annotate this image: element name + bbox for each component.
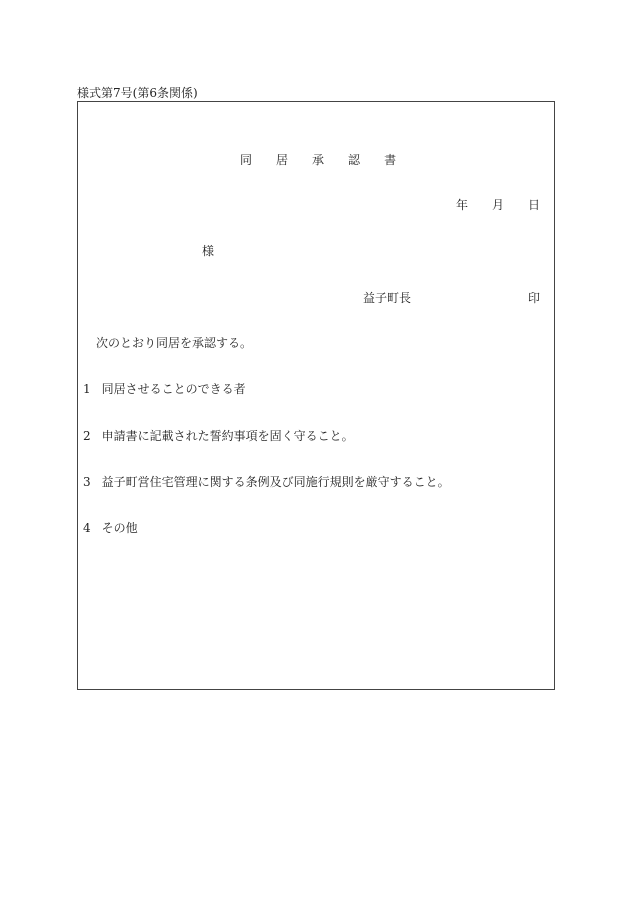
- intro-text: 次のとおり同居を承認する。: [96, 336, 253, 350]
- day-label: 日: [528, 198, 541, 212]
- date-line: [456, 196, 540, 213]
- item-number: 3: [83, 475, 91, 489]
- list-item: [83, 519, 138, 536]
- title-char: 認: [348, 153, 361, 167]
- document-title: [240, 151, 396, 168]
- addressee-suffix: 様: [202, 244, 215, 258]
- year-label: 年: [456, 198, 469, 212]
- month-label: 月: [492, 198, 505, 212]
- item-text: その他: [101, 521, 138, 535]
- item-number: 1: [83, 382, 91, 396]
- list-item: [83, 427, 354, 444]
- item-number: 2: [83, 429, 91, 443]
- issuer-name: 益子町長: [363, 291, 412, 305]
- item-text: 益子町営住宅管理に関する条例及び同施行規則を厳守すること。: [101, 475, 450, 489]
- form-number: 様式第7号(第6条関係): [77, 86, 198, 100]
- item-text: 申請書に記載された誓約事項を固く守ること。: [101, 429, 354, 443]
- item-number: 4: [83, 521, 91, 535]
- list-item: [83, 473, 450, 490]
- title-char: 居: [276, 153, 289, 167]
- item-text: 同居させることのできる者: [101, 382, 246, 396]
- title-char: 承: [312, 153, 325, 167]
- title-char: 書: [384, 153, 397, 167]
- title-char: 同: [240, 153, 253, 167]
- seal-mark: 印: [528, 291, 541, 305]
- document-frame: [77, 101, 555, 690]
- list-item: [83, 380, 246, 397]
